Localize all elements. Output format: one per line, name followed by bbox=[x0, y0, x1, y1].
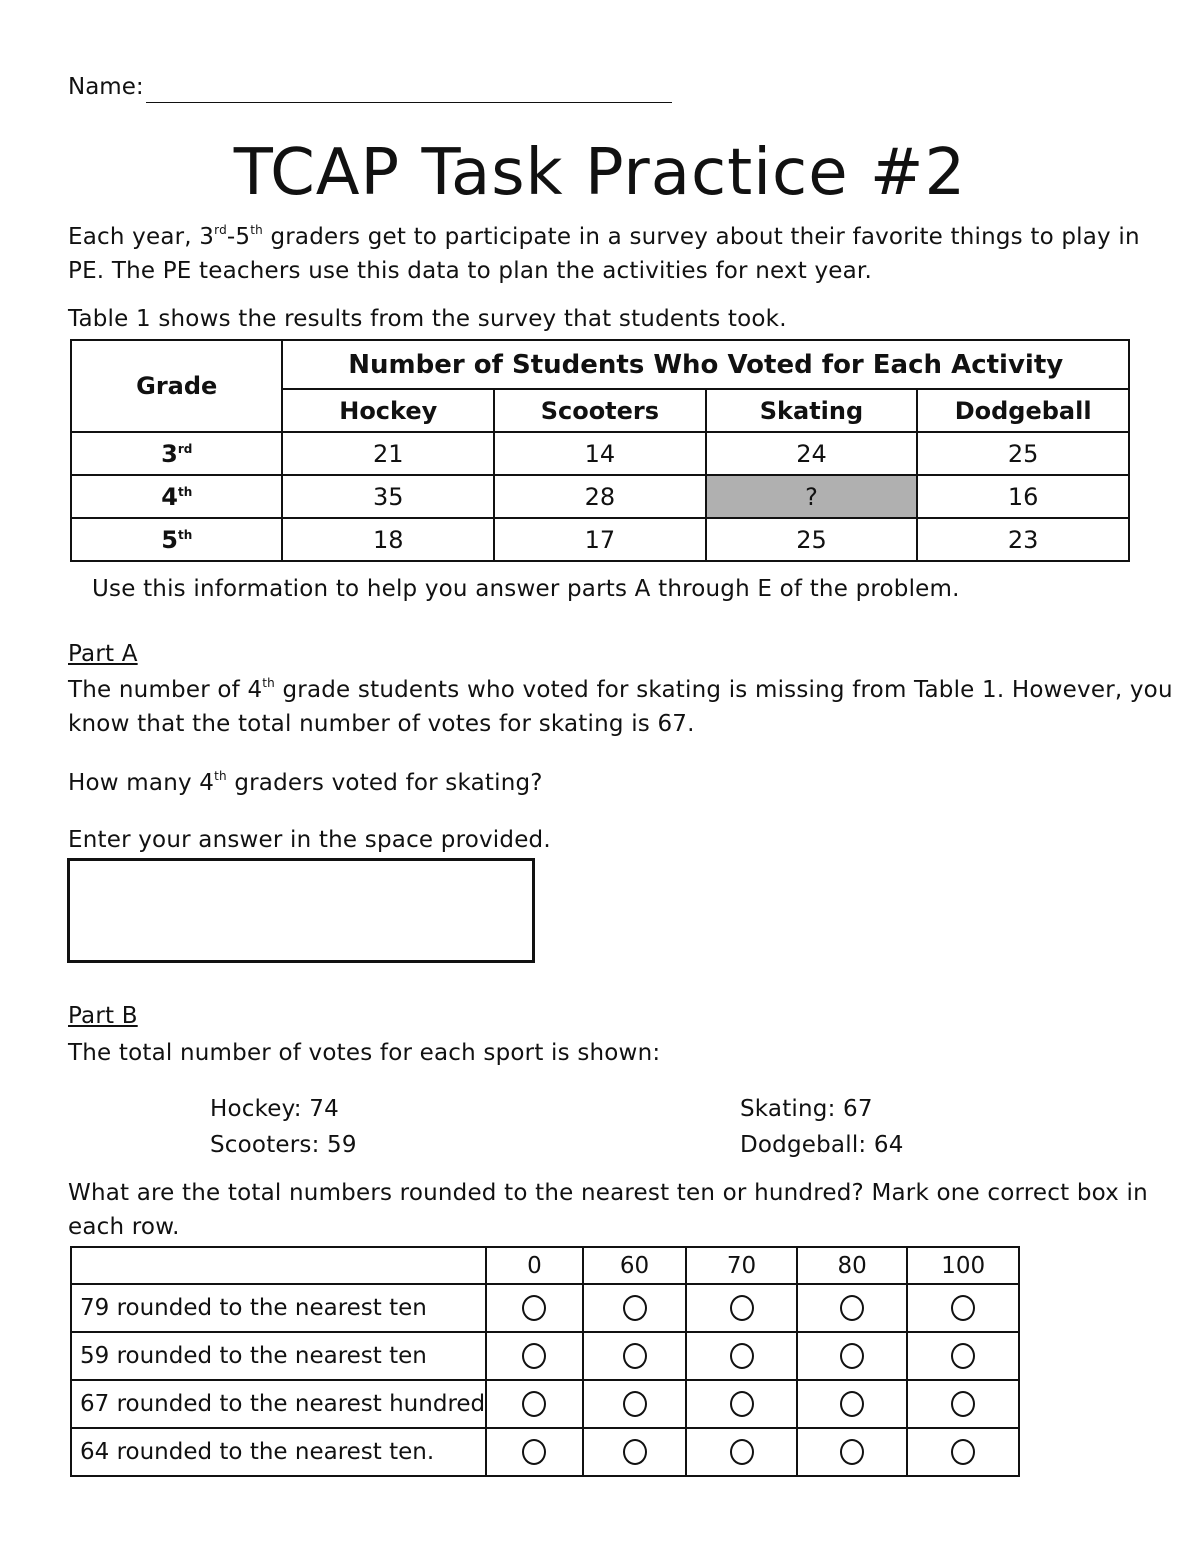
part-b-heading: Part B bbox=[68, 1003, 138, 1029]
intro-line-2: PE. The PE teachers use this data to plan the activities for next year. bbox=[68, 258, 872, 284]
table-row bbox=[71, 1332, 1019, 1380]
name-field[interactable] bbox=[146, 102, 672, 103]
votes-table bbox=[70, 339, 1130, 562]
part-a-line-2: know that the total number of votes for skating is 67. bbox=[68, 711, 695, 737]
radio-option[interactable] bbox=[951, 1439, 975, 1465]
value-cell: 24 bbox=[706, 432, 918, 475]
table-row bbox=[71, 518, 1129, 561]
radio-option[interactable] bbox=[623, 1343, 647, 1369]
grade-header: Grade bbox=[71, 340, 282, 432]
table-row bbox=[71, 1428, 1019, 1476]
radio-option[interactable] bbox=[951, 1295, 975, 1321]
radio-option[interactable] bbox=[623, 1391, 647, 1417]
total-skating: Skating: 67 bbox=[740, 1096, 873, 1122]
radio-option[interactable] bbox=[730, 1439, 754, 1465]
row-label: 79 rounded to the nearest ten bbox=[71, 1284, 486, 1332]
value-cell: 17 bbox=[494, 518, 706, 561]
rounding-table bbox=[70, 1246, 1020, 1477]
part-a-line-1: The number of 4th grade students who voted for skating is missing from Table 1. However, you bbox=[68, 676, 1173, 703]
activity-group-header: Number of Students Who Voted for Each Activity bbox=[282, 340, 1129, 389]
page-title: TCAP Task Practice #2 bbox=[233, 136, 967, 210]
table-row bbox=[71, 432, 1129, 475]
radio-option[interactable] bbox=[623, 1295, 647, 1321]
option-header: 0 bbox=[486, 1247, 583, 1284]
col-header-scooters: Scooters bbox=[494, 389, 706, 432]
total-scooters: Scooters: 59 bbox=[210, 1132, 357, 1158]
row-label: 59 rounded to the nearest ten bbox=[71, 1332, 486, 1380]
col-header-skating: Skating bbox=[706, 389, 918, 432]
name-label: Name: bbox=[68, 74, 144, 100]
option-header: 60 bbox=[583, 1247, 687, 1284]
use-info-note: Use this information to help you answer parts A through E of the problem. bbox=[92, 576, 960, 602]
grade-cell: 3rd bbox=[71, 432, 282, 475]
radio-option[interactable] bbox=[730, 1295, 754, 1321]
radio-option[interactable] bbox=[951, 1391, 975, 1417]
option-header: 70 bbox=[686, 1247, 797, 1284]
value-cell: 25 bbox=[917, 432, 1129, 475]
part-b-question-line-2: each row. bbox=[68, 1214, 180, 1240]
value-cell: 21 bbox=[282, 432, 494, 475]
radio-option[interactable] bbox=[522, 1295, 546, 1321]
radio-option[interactable] bbox=[840, 1439, 864, 1465]
grade-cell: 5th bbox=[71, 518, 282, 561]
value-cell: 35 bbox=[282, 475, 494, 518]
table-row bbox=[71, 475, 1129, 518]
radio-option[interactable] bbox=[840, 1295, 864, 1321]
option-header: 80 bbox=[797, 1247, 908, 1284]
value-cell: 18 bbox=[282, 518, 494, 561]
total-hockey: Hockey: 74 bbox=[210, 1096, 339, 1122]
part-a-instruction: Enter your answer in the space provided. bbox=[68, 827, 551, 853]
part-a-heading: Part A bbox=[68, 641, 138, 667]
value-cell: 25 bbox=[706, 518, 918, 561]
option-header: 100 bbox=[907, 1247, 1019, 1284]
radio-option[interactable] bbox=[522, 1391, 546, 1417]
part-a-question: How many 4th graders voted for skating? bbox=[68, 769, 543, 796]
grade-cell: 4th bbox=[71, 475, 282, 518]
col-header-dodgeball: Dodgeball bbox=[917, 389, 1129, 432]
table-row bbox=[71, 1284, 1019, 1332]
value-cell: 23 bbox=[917, 518, 1129, 561]
radio-option[interactable] bbox=[623, 1439, 647, 1465]
table-intro: Table 1 shows the results from the survey that students took. bbox=[68, 306, 787, 332]
value-cell: 16 bbox=[917, 475, 1129, 518]
radio-option[interactable] bbox=[730, 1343, 754, 1369]
radio-option[interactable] bbox=[522, 1439, 546, 1465]
radio-option[interactable] bbox=[840, 1343, 864, 1369]
value-cell: 28 bbox=[494, 475, 706, 518]
radio-option[interactable] bbox=[522, 1343, 546, 1369]
empty-header-cell bbox=[71, 1247, 486, 1284]
radio-option[interactable] bbox=[840, 1391, 864, 1417]
intro-line-1: Each year, 3rd-5th graders get to participate in a survey about their favorite things to play in bbox=[68, 223, 1140, 250]
radio-option[interactable] bbox=[730, 1391, 754, 1417]
part-b-intro: The total number of votes for each sport is shown: bbox=[68, 1040, 661, 1066]
total-dodgeball: Dodgeball: 64 bbox=[740, 1132, 904, 1158]
row-label: 64 rounded to the nearest ten. bbox=[71, 1428, 486, 1476]
part-b-question-line-1: What are the total numbers rounded to the nearest ten or hundred? Mark one correct box in bbox=[68, 1180, 1148, 1206]
row-label: 67 rounded to the nearest hundred bbox=[71, 1380, 486, 1428]
answer-input-box[interactable] bbox=[67, 858, 535, 963]
missing-value-cell: ? bbox=[706, 475, 918, 518]
value-cell: 14 bbox=[494, 432, 706, 475]
table-row bbox=[71, 1380, 1019, 1428]
radio-option[interactable] bbox=[951, 1343, 975, 1369]
col-header-hockey: Hockey bbox=[282, 389, 494, 432]
